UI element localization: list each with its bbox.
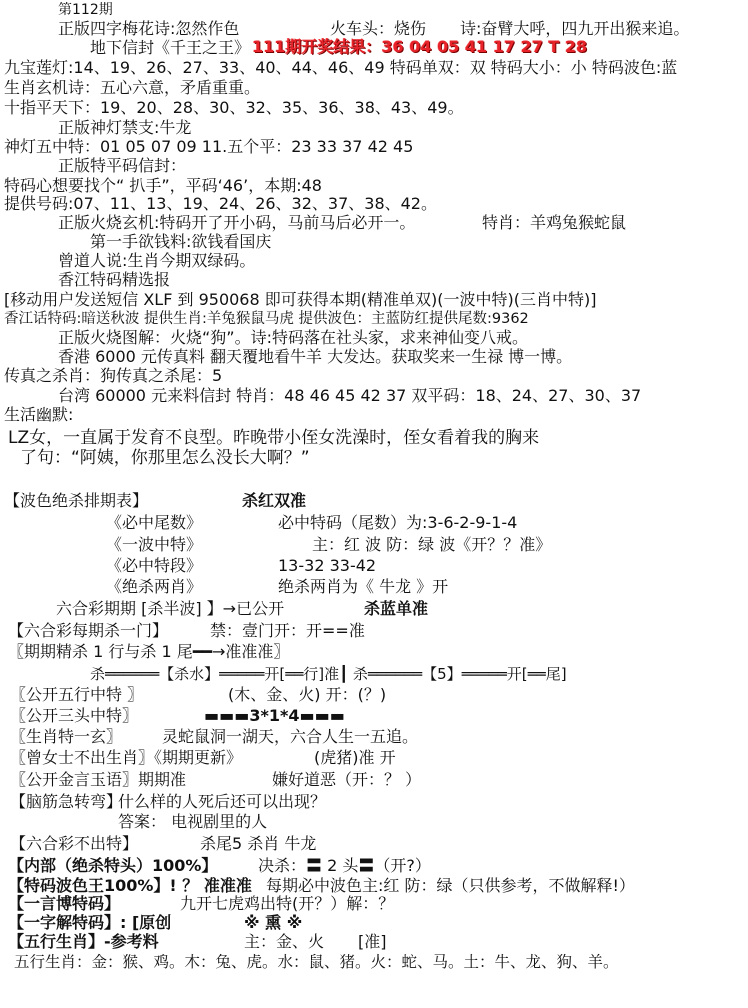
line-hongkong-fax: 香港 6000 元传真料 翻天覆地看牛羊 大发达。获取奖来一生禄 博一博。: [58, 347, 573, 366]
row-zengnvshi-value: (虎猪)准 开: [314, 748, 396, 767]
row-wuxingsx-main: 主：金、火: [244, 932, 325, 951]
line-huoshao-xuanji: 正版火烧玄机:特码开了开小码，马前马后必开一。: [58, 213, 416, 232]
line-fax-kill: 传真之杀肖：狗传真之杀尾：5: [4, 366, 223, 385]
row-neibu-value: 决杀：〓 2 头〓（开?）: [258, 856, 431, 875]
draw-result-banner: 111期开奖结果：36 04 05 41 17 27 T 28: [252, 37, 588, 56]
line-yuqian: 第一手欲钱料:欲钱看国庆: [90, 232, 272, 251]
row-yizi-value: ※ 熏 ※: [244, 913, 303, 932]
row-yiyan-label: 【一言博特码】: [8, 894, 121, 913]
row-yizi-label: 【一字解特码】: [原创: [8, 913, 172, 932]
line-shendeng-jinzhi: 正版神灯禁支:牛龙: [58, 118, 192, 137]
row-juesha-value: 绝杀两肖为《 牛龙 》开: [278, 577, 449, 596]
row-bose-kill: 杀红双准: [242, 491, 307, 510]
row-yiyan-value: 九开七虎鸡出特(开？）解：？: [180, 894, 395, 913]
line-texiao: 特肖：羊鸡兔猴蛇鼠: [482, 213, 627, 232]
row-bizhong-label: 《必中尾数》: [106, 513, 203, 532]
line-humor-title: 生活幽默:: [4, 405, 74, 424]
line-sms-promo: [移动用户发送短信 XLF 到 950068 即可获得本期(精准单双)(一波中特)(三肖中特)]: [4, 290, 597, 309]
line-shengxiao-poem: 生肖玄机诗：五心六意，矛盾重重。: [4, 78, 261, 97]
row-sha-shui: 杀══════【杀水】═════开[══行]准┃ 杀══════【5】═════开[══尾]: [90, 665, 567, 683]
row-naojin-answer: 答案： 电视剧里的人: [118, 812, 268, 831]
row-bosewang-label: 【特码波色王100%】! ？ 准准准: [8, 876, 252, 895]
line-zengdaoren: 曾道人说:生肖今期双绿码。: [58, 251, 256, 270]
row-wuxingsx-zhun: [准]: [358, 932, 387, 951]
row-wuxing-list: 五行生肖：金：猴、鸡。木：兔、虎。水：鼠、猪。火：蛇、马。土：牛、龙、狗、羊。: [14, 953, 619, 971]
issue-number: 第112期: [58, 2, 113, 18]
row-naojin-label: 【脑筋急转弯】: [10, 792, 123, 811]
joke-line-2: 了句：“阿姨，你那里怎么没长大啊？”: [20, 448, 310, 468]
row-texuan-label: 〖生肖特一玄〗: [10, 727, 123, 746]
row-jinyan-value: 嫌好道恶（开：？ ）: [272, 770, 422, 789]
row-jinyan-label: 〖公开金言玉语〗期期准: [10, 770, 187, 789]
row-banbo-value: 杀蓝单准: [364, 599, 429, 618]
line-shizhi: 十指平天下：19、20、28、30、32、35、36、38、43、49。: [4, 98, 464, 117]
line-tepingma: 正版特平码信封：: [58, 156, 187, 175]
row-juesha-label: 《绝杀两肖》: [106, 577, 203, 596]
row-banbo-label: 六合彩期期 [杀半波] 】→已公开: [56, 599, 285, 618]
line-shendeng-five: 神灯五中特：01 05 07 09 11.五个平：23 33 37 42 45: [4, 137, 414, 156]
row-bosewang-value: 每期必中波色主:红 防：绿（只供参考，不做解释!）: [266, 876, 635, 895]
row-yimen-value: 禁：壹门开：开==准: [210, 621, 365, 640]
row-jingsha: 〖期期精杀 1 行与杀 1 尾━━→准准准〗: [8, 642, 290, 661]
row-wuxingsx-label: 【五行生肖】-参考料: [8, 932, 159, 951]
row-teduan-label: 《必中特段》: [106, 556, 203, 575]
line-jiubao: 九宝莲灯:14、19、26、27、33、40、44、46、49 特码单双：双 特码大小：小 特码波色:蓝: [4, 58, 678, 77]
row-santou-value: ▬▬▬3*1*4▬▬▬: [204, 706, 345, 725]
line-xiangjianghua: 香江话特码:暗送秋波 提供生肖:羊兔猴鼠马虎 提供波色：主蓝防红提供尾数:9362: [4, 311, 529, 327]
row-wuxing-label: 〖公开五行中特 〗: [10, 685, 144, 704]
line-xiangjiang-title: 香江特码精选报: [58, 270, 171, 289]
header-line-1c: 诗:奋臂大呼，四九开出猴来追。: [460, 19, 690, 38]
row-neibu-label: 【内部（绝杀特头）100%】: [8, 856, 218, 875]
row-texuan-value: 灵蛇鼠洞一湖天，六合人生一五追。: [162, 727, 419, 746]
line-taiwan: 台湾 60000 元来料信封 特肖：48 46 45 42 37 双平码：18、24、27、30、37: [58, 386, 642, 405]
row-santou-label: 〖公开三头中特〗: [10, 706, 139, 725]
row-wuxing-value: (木、金、火) 开：(？): [228, 685, 387, 704]
row-zengnvshi-label: 〖曾女士不出生肖〗《期期更新》: [10, 748, 243, 767]
row-buchute-label: 【六合彩不出特】: [10, 834, 139, 853]
row-yimen-label: 【六合彩每期杀一门】: [8, 621, 169, 640]
row-naojin-question: 什么样的人死后还可以出现？: [118, 792, 327, 811]
row-bose-title: 【波色绝杀排期表】: [4, 491, 149, 510]
row-bizhong-value: 必中特码（尾数）为:3-6-2-9-1-4: [278, 513, 518, 532]
row-buchute-value: 杀尾5 杀肖 牛龙: [200, 834, 317, 853]
header-line-1b: 火车头：烧伤: [330, 19, 427, 38]
line-provided-numbers: 提供号码:07、11、13、19、24、26、32、37、38、42。: [4, 194, 437, 213]
line-pashou: 特码心想要找个“ 扒手”，平码‘46’，本期:48: [4, 176, 322, 195]
line-huoshao-tujie: 正版火烧图解：火烧“狗”。诗:特码落在社头家，求来神仙变八戒。: [58, 328, 528, 347]
row-yibo-label: 《一波中特》: [106, 535, 203, 554]
row-teduan-value: 13-32 33-42: [278, 556, 377, 575]
row-yibo-value: 主：红 波 防：绿 波《开？？准》: [312, 535, 552, 554]
joke-line-1: LZ女，一直属于发育不良型。昨晚带小侄女洗澡时，侄女看着我的胸来: [8, 428, 540, 448]
header-line-2a: 地下信封《千王之王》: [90, 38, 251, 57]
header-line-1a: 正版四字梅花诗:忽然作色: [58, 19, 240, 38]
